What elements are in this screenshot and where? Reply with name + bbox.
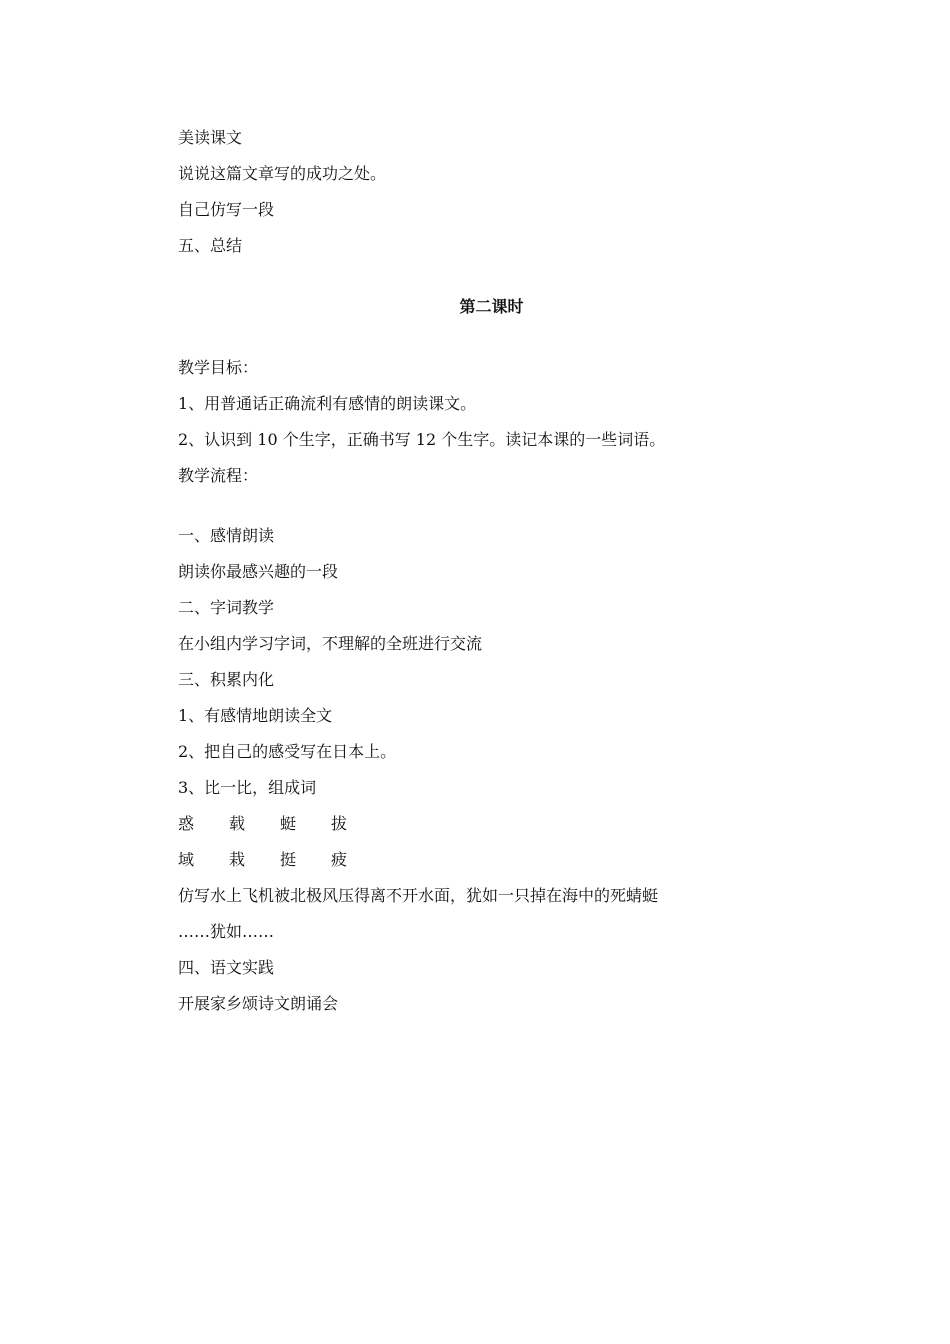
char-item: 蜓	[280, 814, 297, 833]
text-line: 美读课文	[178, 128, 243, 147]
char-item: 载	[229, 814, 246, 833]
char-item: 疲	[331, 850, 348, 869]
text-line: ……犹如……	[178, 922, 275, 941]
char-item: 栽	[229, 850, 246, 869]
text-line: 说说这篇文章写的成功之处。	[178, 164, 387, 183]
section-heading: 三、积累内化	[178, 670, 275, 689]
text-line: 自己仿写一段	[178, 200, 275, 219]
char-item: 拔	[331, 814, 348, 833]
section-heading: 四、语文实践	[178, 958, 275, 977]
goal-item: 1、用普通话正确流利有感情的朗读课文。	[178, 394, 477, 413]
text-line: 在小组内学习字词，不理解的全班进行交流	[178, 634, 483, 653]
char-compare-row	[178, 850, 382, 870]
goals-title: 教学目标：	[178, 358, 259, 377]
char-item: 挺	[280, 850, 297, 869]
char-compare-row	[178, 814, 382, 834]
text-line: 朗读你最感兴趣的一段	[178, 562, 339, 581]
text-line: 1、有感情地朗读全文	[178, 706, 333, 725]
section-heading: 一、感情朗读	[178, 526, 275, 545]
lesson-title: 第二课时	[459, 297, 524, 316]
text-line: 3、比一比，组成词	[178, 778, 317, 797]
goal-item: 2、认识到 10 个生字，正确书写 12 个生字。读记本课的一些词语。	[178, 430, 666, 449]
text-line: 开展家乡颂诗文朗诵会	[178, 994, 339, 1013]
flow-title: 教学流程：	[178, 466, 259, 485]
section-heading: 二、字词教学	[178, 598, 275, 617]
text-line: 2、把自己的感受写在日本上。	[178, 742, 397, 761]
text-line: 仿写水上飞机被北极风压得离不开水面，犹如一只掉在海中的死蜻蜓	[178, 886, 659, 905]
section-heading: 五、总结	[178, 236, 243, 255]
char-item: 惑	[178, 814, 195, 833]
char-item: 域	[178, 850, 195, 869]
